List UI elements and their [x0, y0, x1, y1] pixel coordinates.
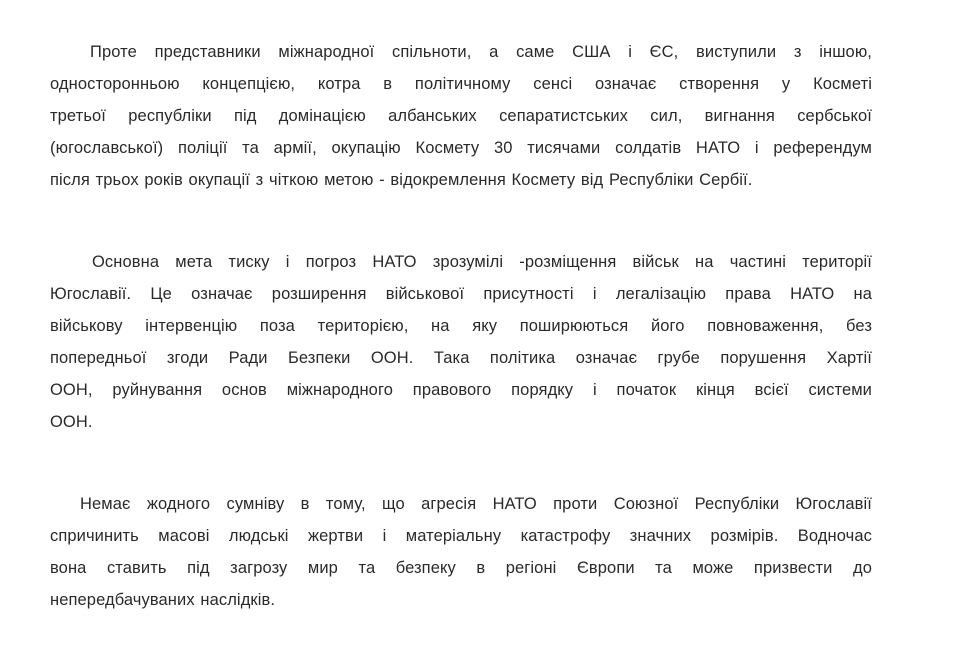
paragraph-2-line-2: Югославії. Це означає розширення військової присутності і легалізацію права НАТО на [50, 285, 872, 303]
paragraph-2-line-5: ООН, руйнування основ міжнародного правового порядку і початок кінця всієї системи [50, 381, 872, 399]
paragraph-1-line-1: Проте представники міжнародної спільноти, а саме США і ЄС, виступили з іншою, [90, 43, 872, 61]
paragraph-3-line-1: Немає жодного сумніву в тому, що агресія НАТО проти Союзної Республіки Югославії [80, 495, 872, 513]
paragraph-3-line-3: вона ставить під загрозу мир та безпеку в регіоні Європи та може призвести до [50, 559, 872, 577]
paragraph-2-line-3: військову інтервенцію поза територією, на яку поширюються його повноваження, без [50, 317, 872, 335]
paragraph-1-line-5: після трьох років окупації з чіткою метою - відокремлення Космету від Республіки Сербії. [50, 171, 753, 189]
paragraph-3-line-4: непередбачуваних наслідків. [50, 591, 276, 609]
paragraph-3 [50, 488, 872, 616]
paragraph-2-line-6: ООН. [50, 413, 93, 431]
document-page [50, 36, 872, 616]
paragraph-2-line-1: Основна мета тиску і погроз НАТО зрозумілі -розміщення військ на частині території [92, 253, 872, 271]
paragraph-1 [50, 36, 872, 196]
paragraph-1-line-2: односторонньою концепцією, котра в політичному сенсі означає створення у Косметі [50, 75, 872, 93]
paragraph-3-line-2: спричинить масові людські жертви і матеріальну катастрофу значних розмірів. Водночас [50, 527, 872, 545]
paragraph-2 [50, 246, 872, 438]
paragraph-1-line-4: (югославської) поліції та армії, окупацію Космету 30 тисячами солдатів НАТО і референдум [50, 139, 872, 157]
paragraph-2-line-4: попередньої згоди Ради Безпеки ООН. Така політика означає грубе порушення Хартії [50, 349, 872, 367]
paragraph-1-line-3: третьої республіки під домінацією албанських сепаратистських сил, вигнання сербської [50, 107, 872, 125]
